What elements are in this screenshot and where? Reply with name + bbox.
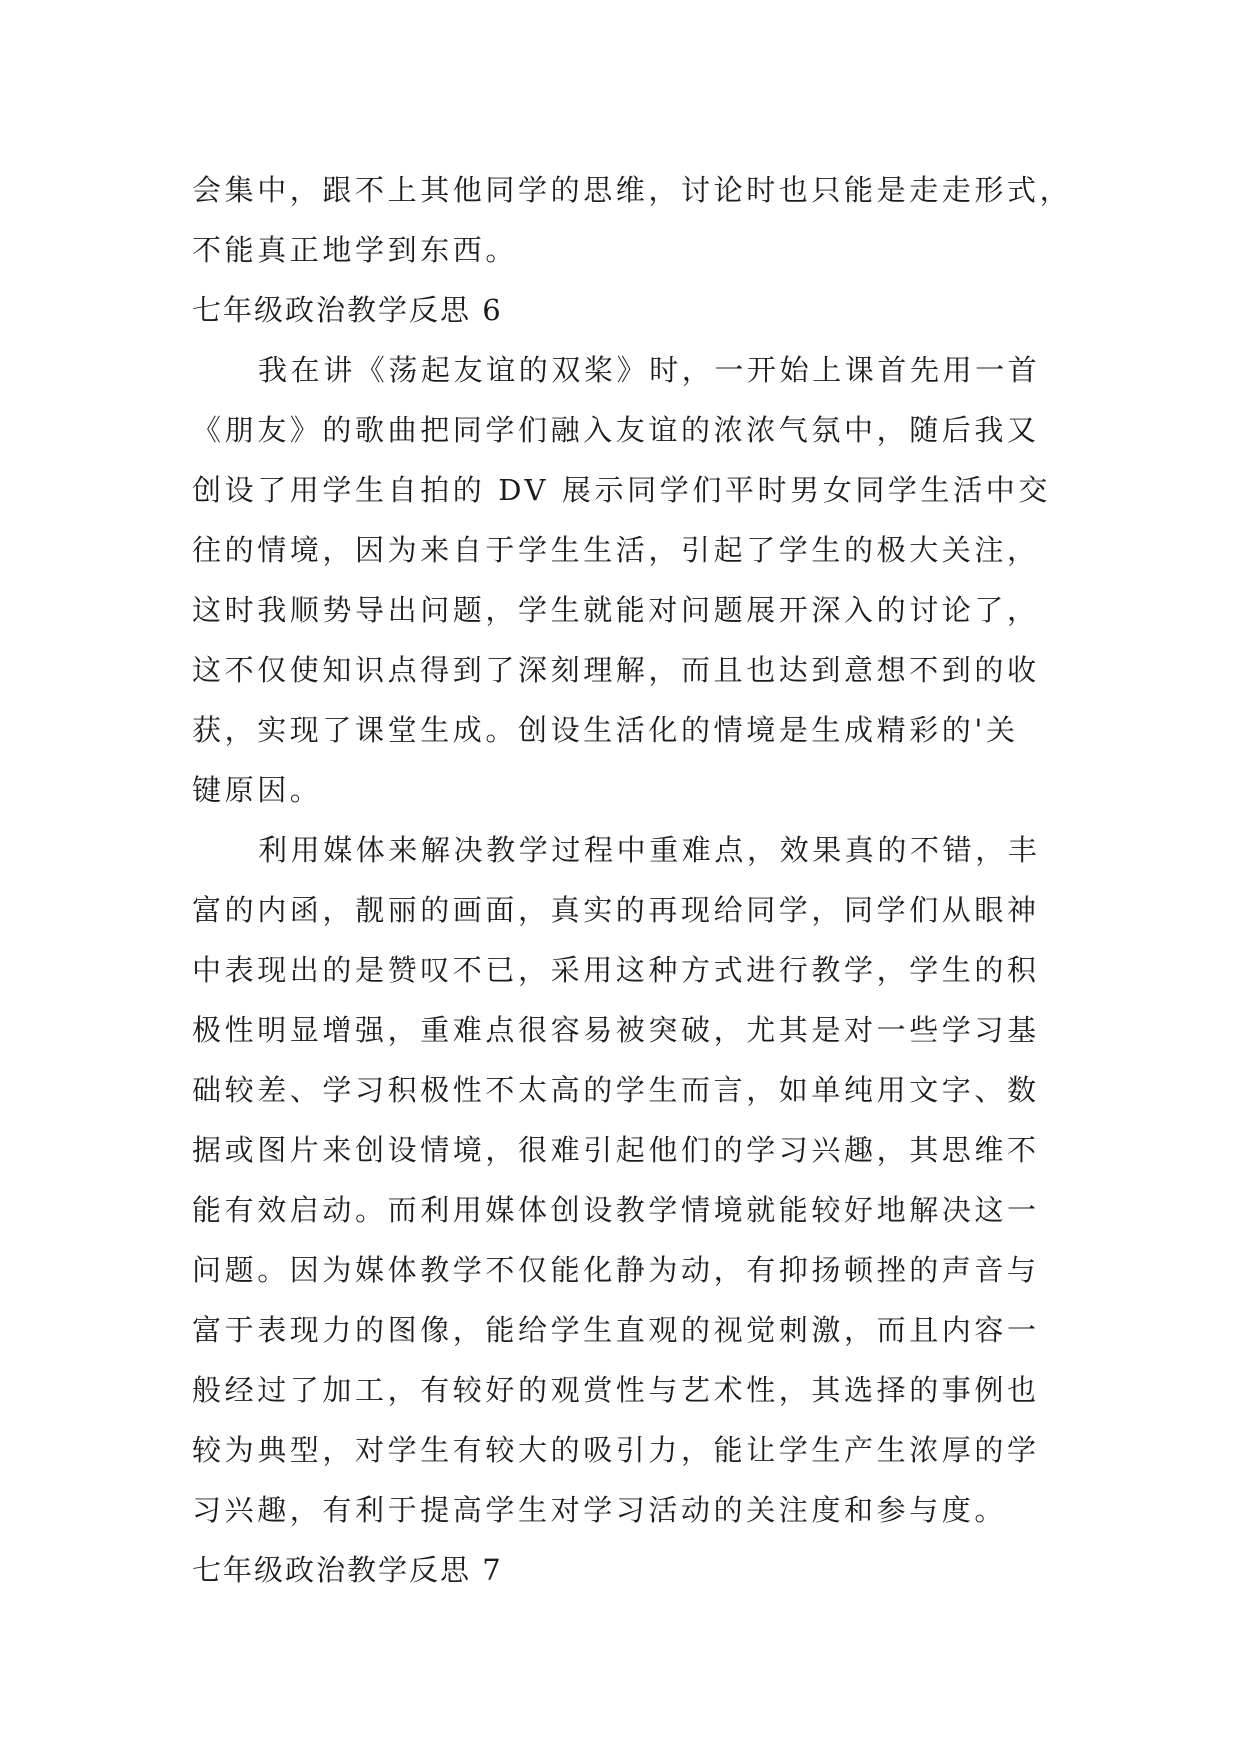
text-line: 中表现出的是赞叹不已，采用这种方式进行教学，学生的积 [192, 953, 1040, 987]
text-line: 不能真正地学到东西。 [192, 233, 519, 267]
paragraph-first-line: 利用媒体来解决教学过程中重难点，效果真的不错，丰 [258, 833, 1041, 867]
text-line: 较为典型，对学生有较大的吸引力，能让学生产生浓厚的学 [192, 1433, 1040, 1467]
document-body [192, 160, 1072, 1600]
text-line: 这不仅使知识点得到了深刻理解，而且也达到意想不到的收 [192, 653, 1040, 687]
paragraph-first-line: 我在讲《荡起友谊的双桨》时，一开始上课首先用一首 [258, 353, 1041, 387]
text-line: 础较差、学习积极性不太高的学生而言，如单纯用文字、数 [192, 1073, 1040, 1107]
text-line: 富的内函，靓丽的画面，真实的再现给同学，同学们从眼神 [192, 893, 1040, 927]
text-line: 《朋友》的歌曲把同学们融入友谊的浓浓气氛中，随后我又 [192, 413, 1040, 447]
text-line: 据或图片来创设情境，很难引起他们的学习兴趣，其思维不 [192, 1133, 1040, 1167]
text-line: 这时我顺势导出问题，学生就能对问题展开深入的讨论了， [192, 593, 1040, 627]
section-heading-6: 七年级政治教学反思 6 [192, 293, 503, 327]
text-line: 问题。因为媒体教学不仅能化静为动，有抑扬顿挫的声音与 [192, 1253, 1040, 1287]
text-line: 富于表现力的图像，能给学生直观的视觉刺激，而且内容一 [192, 1313, 1040, 1347]
text-line: 获，实现了课堂生成。创设生活化的情境是生成精彩的'关 [192, 713, 1019, 747]
text-line: 会集中，跟不上其他同学的思维，讨论时也只能是走走形式， [192, 173, 1073, 207]
section-heading-7: 七年级政治教学反思 7 [192, 1553, 503, 1587]
text-line: 键原因。 [192, 773, 323, 807]
text-line: 极性明显增强，重难点很容易被突破，尤其是对一些学习基 [192, 1013, 1040, 1047]
text-line: 习兴趣，有利于提高学生对学习活动的关注度和参与度。 [192, 1493, 1008, 1527]
text-line: 般经过了加工，有较好的观赏性与艺术性，其选择的事例也 [192, 1373, 1040, 1407]
text-line: 创设了用学生自拍的 DV 展示同学们平时男女同学生活中交 [192, 473, 1051, 507]
text-line: 往的情境，因为来自于学生生活，引起了学生的极大关注， [192, 533, 1040, 567]
text-line: 能有效启动。而利用媒体创设教学情境就能较好地解决这一 [192, 1193, 1040, 1227]
